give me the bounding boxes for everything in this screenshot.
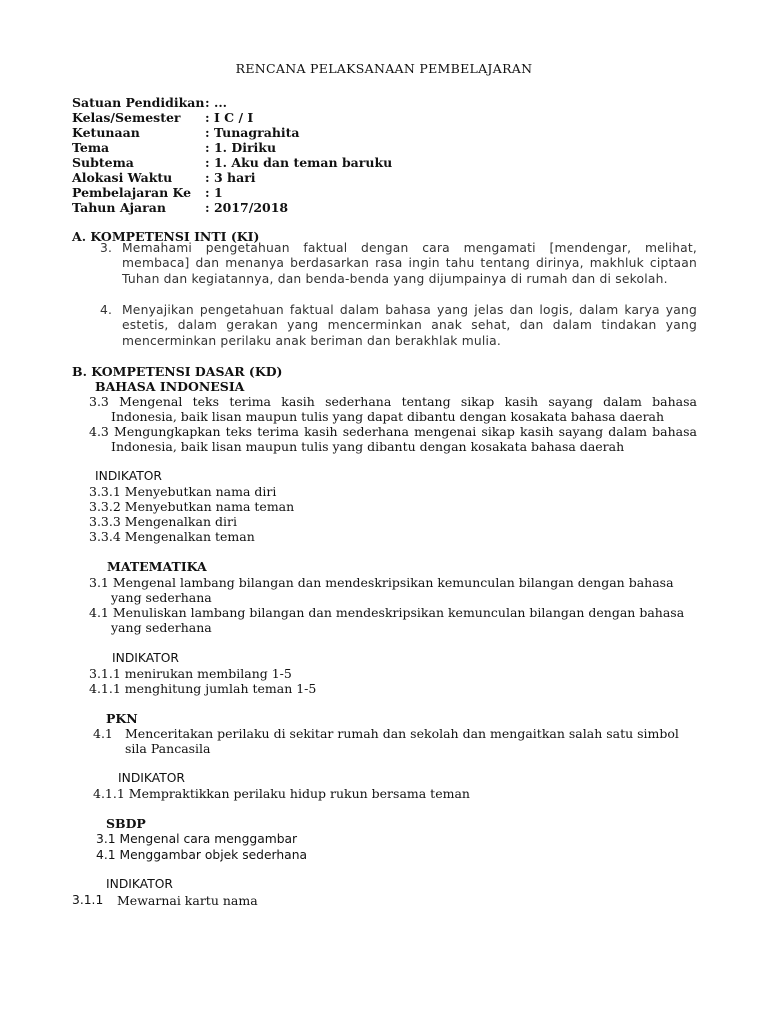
section-b-heading: B. KOMPETENSI DASAR (KD) bbox=[72, 364, 283, 379]
label-tema: Tema bbox=[72, 140, 110, 155]
matematika-indikator-heading: INDIKATOR bbox=[112, 651, 179, 665]
label-pembelajaran-ke: Pembelajaran Ke bbox=[72, 185, 192, 200]
bahasa-indikator-heading: INDIKATOR bbox=[95, 469, 162, 483]
kd-pkn-text: Menceritakan perilaku di sekitar rumah dan sekolah dan mengaitkan salah satu simbol sila Pancasila bbox=[125, 726, 679, 756]
indikator-3-1-1: 3.1.1 menirukan membilang 1-5 bbox=[89, 666, 292, 681]
kd-sbdp-4-1: 4.1 Menggambar objek sederhana bbox=[96, 848, 308, 862]
value-alokasi-waktu: : 3 hari bbox=[205, 170, 256, 185]
label-subtema: Subtema bbox=[72, 155, 134, 170]
value-tema: : 1. Diriku bbox=[205, 140, 277, 155]
label-alokasi-waktu: Alokasi Waktu bbox=[72, 170, 173, 185]
indikator-4-1-1: 4.1.1 menghitung jumlah teman 1-5 bbox=[89, 681, 317, 696]
indikator-3-3-4: 3.3.4 Mengenalkan teman bbox=[89, 529, 255, 544]
label-ketunaan: Ketunaan bbox=[72, 125, 140, 140]
value-kelas-semester: : I C / I bbox=[205, 110, 254, 125]
document-title: RENCANA PELAKSANAAN PEMBELAJARAN bbox=[235, 61, 533, 76]
kd-bahasa-4-3 bbox=[89, 424, 697, 454]
ki-4-number: 4. bbox=[100, 303, 113, 317]
value-subtema: : 1. Aku dan teman baruku bbox=[205, 155, 393, 170]
indikator-3-3-1: 3.3.1 Menyebutkan nama diri bbox=[89, 484, 277, 499]
kd-bahasa-3-3 bbox=[89, 394, 697, 424]
indikator-pkn-4-1-1: 4.1.1 Mempraktikkan perilaku hidup rukun bersama teman bbox=[93, 786, 470, 801]
ki-3-text: Memahami pengetahuan faktual dengan cara mengamati [mendengar, melihat, membaca] dan menanya berdasarkan rasa ingin tahu tentang dirinya, makhluk ciptaan Tuhan dan kegiatannya, dan benda-benda yang dijumpainya di rumah dan di sekolah. bbox=[122, 241, 697, 286]
matematika-heading: MATEMATIKA bbox=[107, 559, 207, 574]
bahasa-indonesia-heading: BAHASA INDONESIA bbox=[95, 379, 245, 394]
ki-4-text: Menyajikan pengetahuan faktual dalam bahasa yang jelas dan logis, dalam karya yang estetis, dalam gerakan yang mencerminkan anak sehat, dan dalam tindakan yang mencerminkan perilaku anak beriman dan berakhlak mulia. bbox=[122, 303, 697, 348]
pkn-indikator-heading: INDIKATOR bbox=[118, 771, 185, 785]
kd-matematika-4-1-text: 4.1 Menuliskan lambang bilangan dan mendeskripsikan kemunculan bilangan dengan bahasa yang sederhana bbox=[89, 605, 685, 635]
value-satuan-pendidikan: : ... bbox=[205, 95, 228, 110]
indikator-sbdp-text: Mewarnai kartu nama bbox=[117, 893, 258, 908]
indikator-3-3-2: 3.3.2 Menyebutkan nama teman bbox=[89, 499, 295, 514]
kd-pkn-number: 4.1 bbox=[93, 726, 113, 741]
ki-3-number: 3. bbox=[100, 241, 113, 255]
label-satuan-pendidikan: Satuan Pendidikan bbox=[72, 95, 205, 110]
indikator-3-3-3: 3.3.3 Mengenalkan diri bbox=[89, 514, 237, 529]
kd-bahasa-4-3-text: 4.3 Mengungkapkan teks terima kasih sederhana mengenai sikap kasih sayang dalam bahasa Indonesia, baik lisan maupun tulis yang dibantu dengan kosakata bahasa daerah bbox=[89, 424, 697, 454]
pkn-heading: PKN bbox=[106, 711, 138, 726]
kd-sbdp-3-1: 3.1 Mengenal cara menggambar bbox=[96, 832, 298, 846]
kd-matematika-3-1 bbox=[89, 575, 694, 605]
value-ketunaan: : Tunagrahita bbox=[205, 125, 300, 140]
indikator-sbdp-number: 3.1.1 bbox=[72, 893, 104, 907]
kd-matematika-4-1 bbox=[89, 605, 694, 635]
section-a-heading: A. KOMPETENSI INTI (KI) bbox=[72, 229, 260, 244]
label-kelas-semester: Kelas/Semester bbox=[72, 110, 181, 125]
sbdp-indikator-heading: INDIKATOR bbox=[106, 877, 173, 891]
sbdp-heading: SBDP bbox=[106, 816, 146, 831]
label-tahun-ajaran: Tahun Ajaran bbox=[72, 200, 166, 215]
value-pembelajaran-ke: : 1 bbox=[205, 185, 223, 200]
value-tahun-ajaran: : 2017/2018 bbox=[205, 200, 289, 215]
kd-bahasa-3-3-text: 3.3 Mengenal teks terima kasih sederhana tentang sikap kasih sayang dalam bahasa Indonesia, baik lisan maupun tulis yang dapat dibantu dengan kosakata bahasa daerah bbox=[89, 394, 697, 424]
kd-matematika-3-1-text: 3.1 Mengenal lambang bilangan dan mendeskripsikan kemunculan bilangan dengan bahasa yang sederhana bbox=[89, 575, 674, 605]
